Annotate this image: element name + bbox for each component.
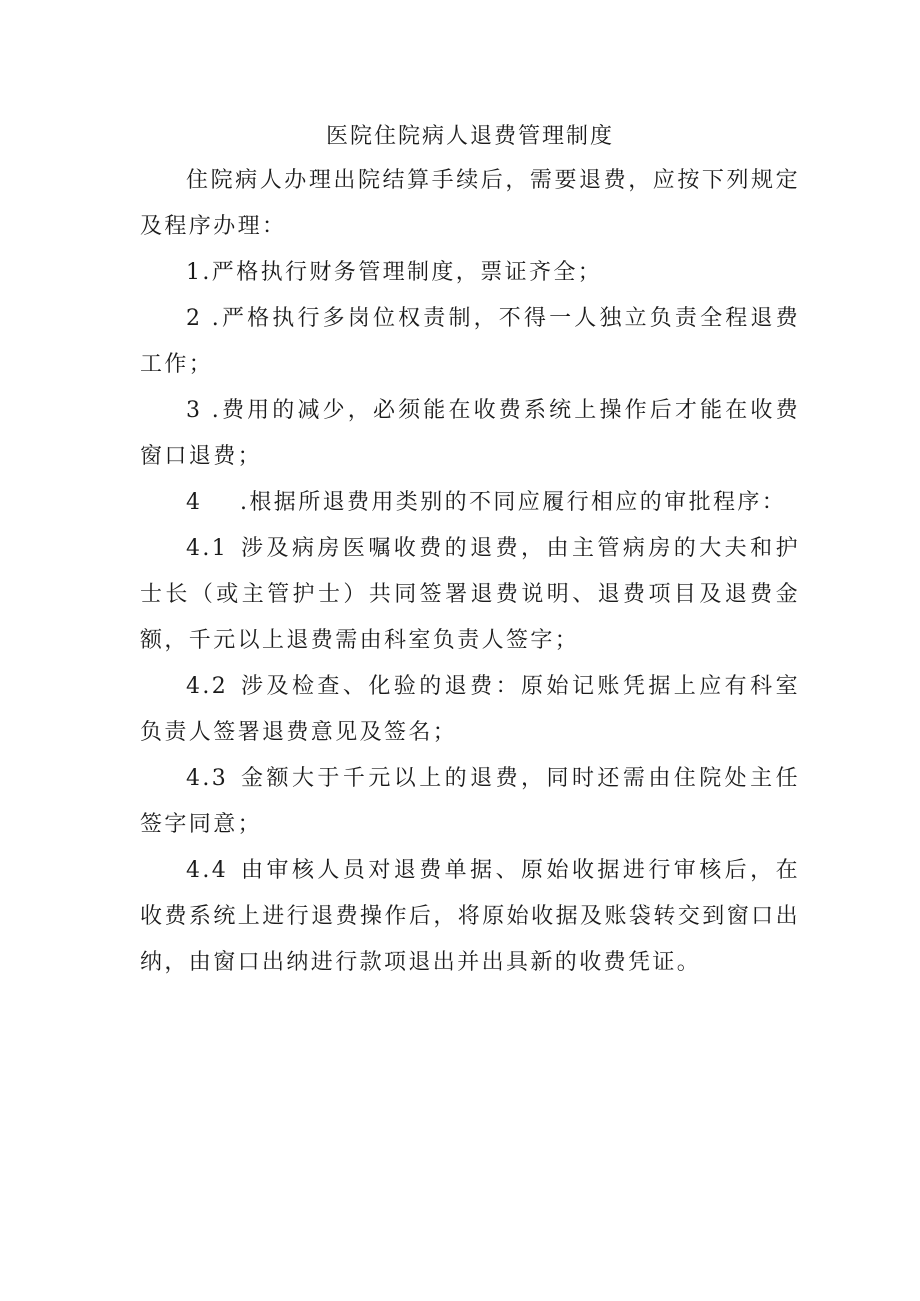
subitem-4-3-text: 金额大于千元以上的退费，同时还需由住院处主任签字同意； xyxy=(140,766,800,837)
item-3 xyxy=(140,388,800,480)
item-2-number: 2 . xyxy=(186,306,222,331)
item-2-text: 严格执行多岗位权责制，不得一人独立负责全程退费工作； xyxy=(140,306,800,377)
item-1 xyxy=(140,250,800,296)
item-3-text: 费用的减少，必须能在收费系统上操作后才能在收费窗口退费； xyxy=(140,398,800,469)
document-title: 医院住院病人退费管理制度 xyxy=(325,124,614,149)
subitem-4-4-text: 由审核人员对退费单据、原始收据进行审核后，在收费系统上进行退费操作后，将原始收据及账袋转交到窗口出纳，由窗口出纳进行款项退出并出具新的收费凭证。 xyxy=(140,858,800,975)
subitem-4-4-number: 4.4 xyxy=(186,858,229,883)
item-1-number: 1. xyxy=(186,260,212,285)
subitem-4-1-number: 4.1 xyxy=(186,536,229,561)
subitem-4-2-number: 4.2 xyxy=(186,674,229,699)
item-4 xyxy=(140,480,800,526)
item-4-number: 4 xyxy=(186,490,203,515)
subitem-4-3-number: 4.3 xyxy=(186,766,229,791)
item-1-text: 严格执行财务管理制度，票证齐全； xyxy=(211,260,603,285)
subitem-4-4 xyxy=(140,848,800,986)
document-body xyxy=(140,118,800,986)
item-2 xyxy=(140,296,800,388)
intro-paragraph: 住院病人办理出院结算手续后，需要退费，应按下列规定及程序办理： xyxy=(140,168,800,239)
subitem-4-3 xyxy=(140,756,800,848)
item-4-text: .根据所退费用类别的不同应履行相应的审批程序： xyxy=(240,490,787,515)
subitem-4-1 xyxy=(140,526,800,664)
subitem-4-2 xyxy=(140,664,800,756)
item-3-number: 3 . xyxy=(186,398,222,423)
subitem-4-2-text: 涉及检查、化验的退费：原始记账凭据上应有科室负责人签署退费意见及签名； xyxy=(140,674,800,745)
subitem-4-1-text: 涉及病房医嘱收费的退费，由主管病房的大夫和护士长（或主管护士）共同签署退费说明、退费项目及退费金额，千元以上退费需由科室负责人签字； xyxy=(140,536,800,653)
